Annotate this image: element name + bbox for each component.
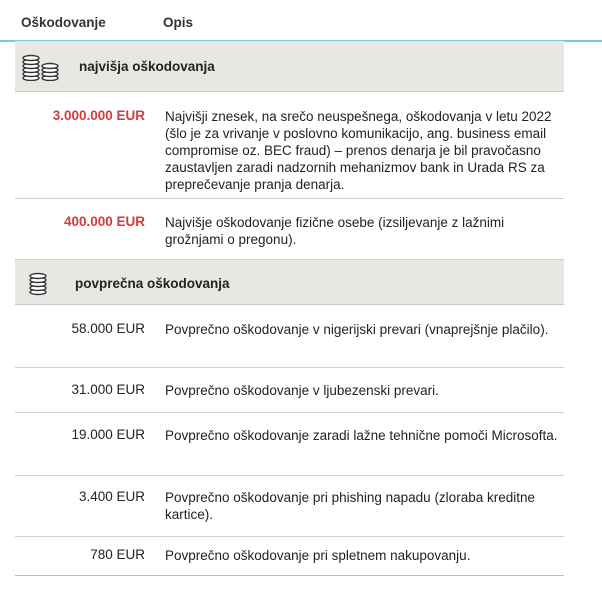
table-row xyxy=(15,368,564,413)
header-amount: Oškodovanje xyxy=(21,15,106,30)
table-row xyxy=(15,537,564,576)
amount-value: 780 EUR xyxy=(90,547,145,562)
amount-value: 31.000 EUR xyxy=(71,382,145,397)
table-row xyxy=(15,92,564,199)
amount-value: 3.400 EUR xyxy=(78,489,145,504)
row-description: Povprečno oškodovanje pri spletnem nakupovanju. xyxy=(165,548,471,563)
row-description: Najvišji znesek, na srečo neuspešnega, oškodovanja v letu 2022 (šlo je za vrivanje v poslovno komunikacijo, ang. business email compromise oz. BEC fraud) – prenos denarja je bil pravočasno zaustavljen zaradi nadzornih mehanizmov bank in Urada RS za preprečevanje pranja denarja. xyxy=(165,109,552,192)
coin-stacks-icon xyxy=(20,51,62,81)
row-description: Povprečno oškodovanje v nigerijski prevari (vnaprejšnje plačilo). xyxy=(165,322,549,337)
amount-value: 400.000 EUR xyxy=(63,214,145,229)
row-description: Povprečno oškodovanje pri phishing napadu (zloraba kreditne kartice). xyxy=(165,490,535,522)
table-header xyxy=(0,0,602,42)
header-description: Opis xyxy=(163,15,194,30)
section-average-damages xyxy=(15,260,564,305)
coin-stack-icon xyxy=(28,268,48,296)
table-row xyxy=(15,305,564,368)
table-row xyxy=(15,413,564,476)
amount-value: 58.000 EUR xyxy=(71,321,145,336)
table-row xyxy=(15,199,564,260)
section-label: najvišja oškodovanja xyxy=(79,59,215,74)
amount-value: 19.000 EUR xyxy=(71,427,145,442)
section-label: povprečna oškodovanja xyxy=(75,276,230,291)
amount-value: 3.000.000 EUR xyxy=(52,108,145,123)
row-description: Povprečno oškodovanje zaradi lažne tehnične pomoči Microsofta. xyxy=(165,428,558,443)
section-highest-damages xyxy=(15,41,564,92)
row-description: Najvišje oškodovanje fizične osebe (izsiljevanje z lažnimi grožnjami o pregonu). xyxy=(165,215,505,247)
row-description: Povprečno oškodovanje v ljubezenski prevari. xyxy=(165,383,439,398)
table-row xyxy=(15,476,564,537)
